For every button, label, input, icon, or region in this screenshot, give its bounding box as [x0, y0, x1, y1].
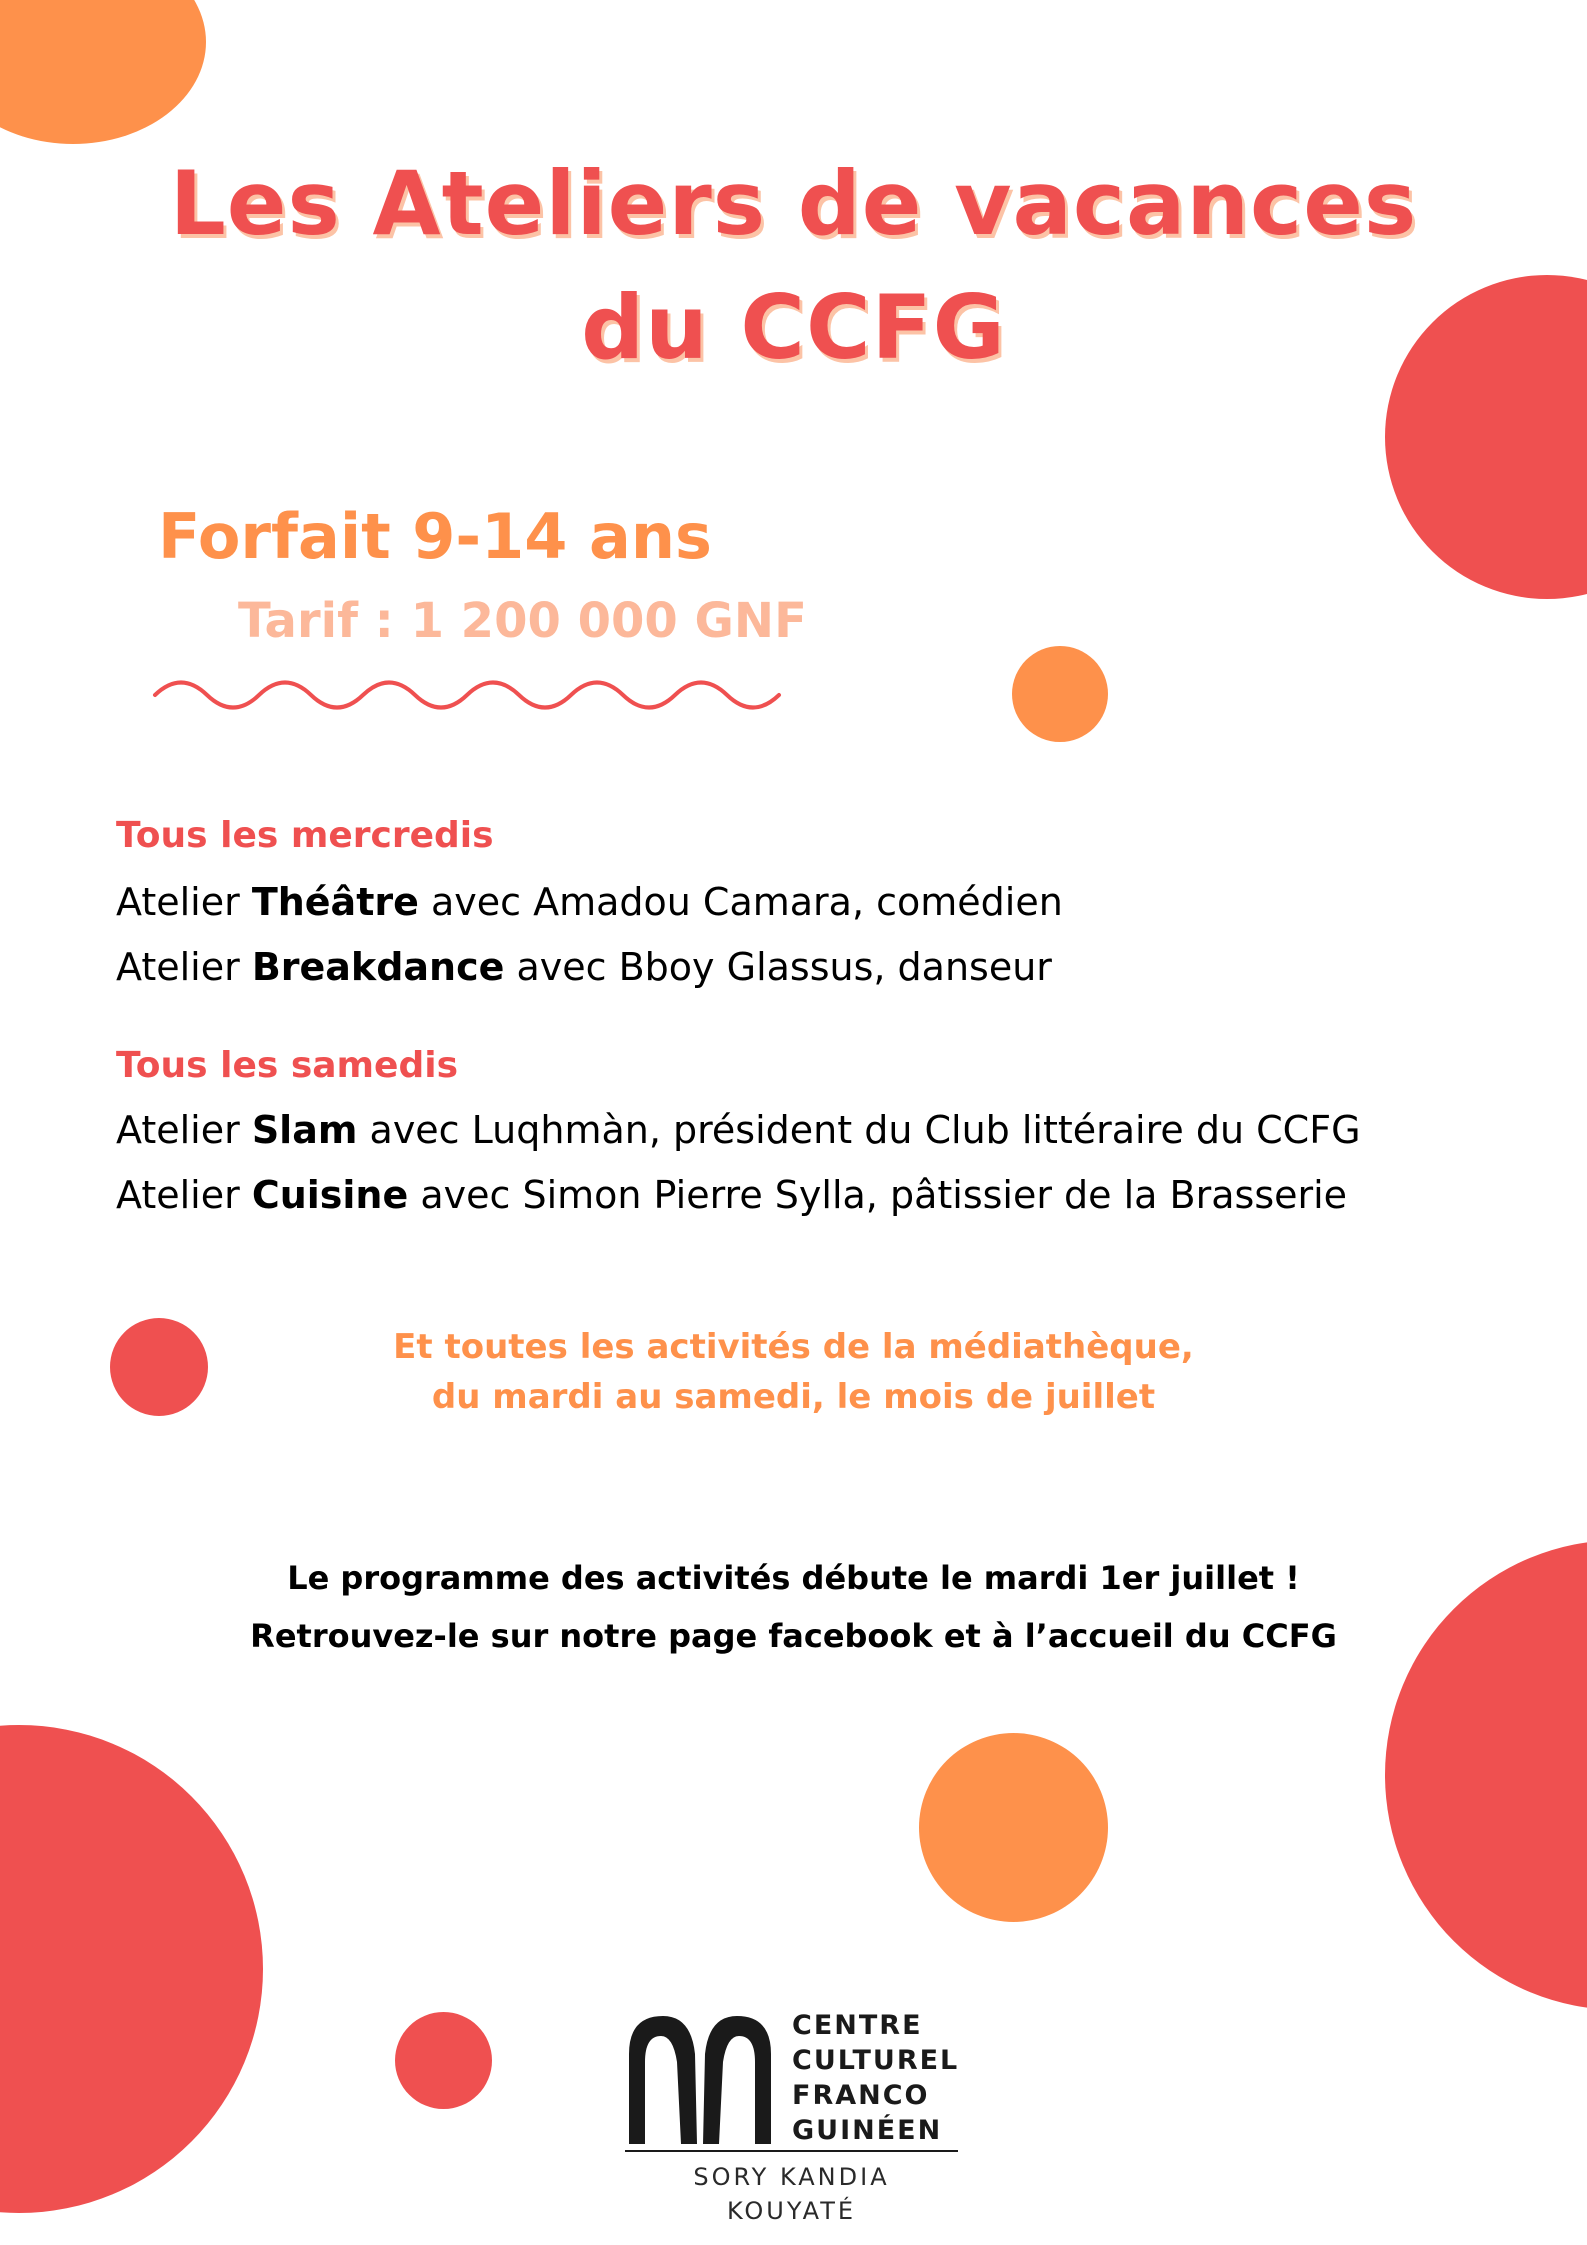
program-line2: Retrouvez-le sur notre page facebook et à l’accueil du CCFG [250, 1617, 1337, 1655]
decor-circle-left-bottom [0, 1725, 263, 2213]
decor-circle-top-left [0, 0, 206, 144]
decor-circle-bottom-orange [919, 1733, 1108, 1922]
mediatheque-line2: du mardi au samedi, le mois de juillet [431, 1377, 1156, 1417]
tarif-label: Tarif : 1 200 000 GNF [238, 593, 807, 649]
activity-theatre: Atelier Théâtre avec Amadou Camara, comédien [116, 880, 1063, 924]
mediatheque-line1: Et toutes les activités de la médiathèque, [393, 1327, 1194, 1367]
activity-cuisine: Atelier Cuisine avec Simon Pierre Sylla, pâtissier de la Brasserie [116, 1173, 1348, 1217]
decor-circle-small-orange [1012, 646, 1108, 742]
decor-circle-bottom-small [395, 2012, 492, 2109]
logo-wordmark [792, 2008, 959, 2148]
program-line1: Le programme des activités débute le mardi 1er juillet ! [287, 1559, 1300, 1597]
forfait-label: Forfait 9-14 ans [158, 500, 712, 573]
poster-title-line2: du CCFG [581, 276, 1006, 379]
activity-breakdance: Atelier Breakdance avec Bboy Glassus, danseur [116, 945, 1052, 989]
logo-line-4: GUINÉEN [792, 2115, 943, 2146]
logo-divider [625, 2150, 958, 2152]
logo-line-2: CULTUREL [792, 2045, 960, 2076]
heading-mercredis: Tous les mercredis [116, 815, 494, 856]
poster-title-line1: Les Ateliers de vacances [169, 152, 1418, 255]
ccfg-logo-icon [625, 2010, 775, 2146]
wavy-divider [150, 670, 790, 720]
logo-subtitle: SORY KANDIA KOUYATÉ [693, 2163, 890, 2225]
logo-line-1: CENTRE [792, 2010, 923, 2041]
activity-slam: Atelier Slam avec Luqhmàn, président du Club littéraire du CCFG [116, 1108, 1361, 1152]
heading-samedis: Tous les samedis [116, 1045, 458, 1086]
logo-line-3: FRANCO [792, 2080, 930, 2111]
